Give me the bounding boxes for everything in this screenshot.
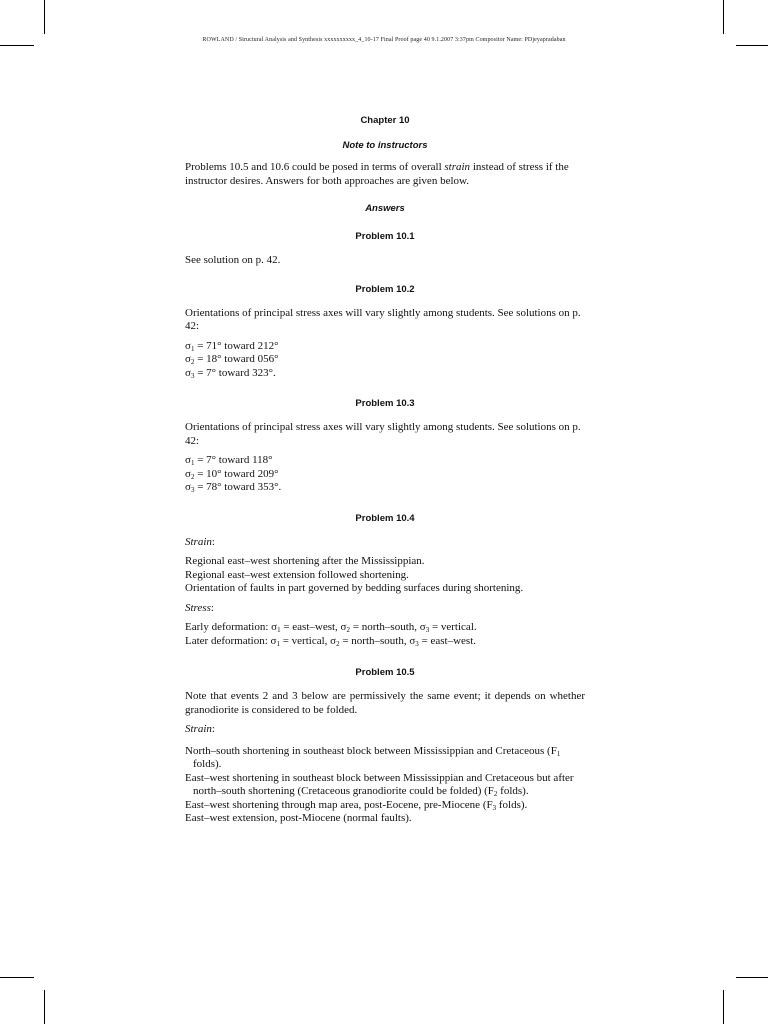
strain-item: East–west shortening in southeast block between Mississippian and Cretaceous but after north–south shortening (Cretaceous granodiorite could be folded) ($F_2$ folds). bbox=[185, 771, 574, 798]
note-paragraph: Problems 10.5 and 10.6 could be posed in terms of overall strain instead of stress if the instructor desires. Answers for both approaches are given below. bbox=[185, 161, 569, 187]
crop-mark-tr-h bbox=[736, 45, 768, 46]
strain-line: Regional east–west shortening after the Mississippian. bbox=[185, 555, 425, 567]
later-deformation-line: Later deformation: $\sigma_1$ = vertical, $\sigma_2$ = north–south, $\sigma_3$ = east–west. bbox=[185, 634, 477, 648]
answers-heading: Answers bbox=[365, 203, 405, 214]
early-deformation-line: Early deformation: $\sigma_1$ = east–west, $\sigma_2$ = north–south, $\sigma_3$ = vertical. bbox=[185, 621, 477, 634]
problem-10-3-heading: Problem 10.3 bbox=[355, 398, 415, 409]
strain-line: Orientation of faults in part governed by bedding surfaces during shortening. bbox=[185, 582, 524, 594]
problem-10-5-text: Note that events 2 and 3 below are permissively the same event; it depends on whether granodiorite is considered to be folded. bbox=[185, 690, 585, 716]
chapter-title: Chapter 10 bbox=[360, 115, 410, 126]
strain-item: East–west shortening through map area, post-Eocene, pre-Miocene ($F_3$ folds). bbox=[185, 798, 528, 812]
crop-mark-br-h bbox=[736, 977, 768, 978]
crop-mark-tl-v bbox=[44, 0, 45, 34]
problem-10-5-heading: Problem 10.5 bbox=[355, 667, 415, 678]
problem-10-3-stress-list bbox=[185, 454, 585, 495]
stress-line: $\sigma_3 = 78^\circ$ toward 353°. bbox=[185, 481, 282, 494]
stress-line: $\sigma_2 = 18^\circ$ toward 056° bbox=[185, 353, 279, 366]
crop-mark-bl-h bbox=[0, 977, 34, 978]
problem-10-5-strain-label: Strain: bbox=[185, 723, 215, 735]
problem-10-2-heading: Problem 10.2 bbox=[355, 283, 415, 295]
crop-mark-tl-h bbox=[0, 45, 34, 46]
strain-item: East–west extension, post-Miocene (normal faults). bbox=[185, 812, 412, 824]
page-content bbox=[185, 112, 585, 826]
problem-10-4-stress-label: Stress: bbox=[185, 601, 214, 614]
problem-10-5-strain-list bbox=[185, 745, 585, 826]
crop-mark-bl-v bbox=[44, 990, 45, 1024]
problem-10-3-text: Orientations of principal stress axes will vary slightly among students. See solutions on p. 42: bbox=[185, 421, 581, 447]
stress-line: $\sigma_1 = 7^\circ$ toward 118° bbox=[185, 454, 273, 467]
stress-line: $\sigma_1 = 71^\circ$ toward 212° bbox=[185, 339, 279, 353]
problem-10-4-heading: Problem 10.4 bbox=[355, 512, 415, 524]
problem-10-4-strain-label: Strain: bbox=[185, 535, 215, 548]
problem-10-1-text: See solution on p. 42. bbox=[185, 254, 281, 266]
note-heading: Note to instructors bbox=[342, 140, 428, 151]
problem-10-4-stress-list bbox=[185, 621, 585, 648]
strain-item: North–south shortening in southeast block between Mississippian and Cretaceous ($F_1$ folds). bbox=[185, 744, 561, 770]
problem-10-2-stress-list bbox=[185, 340, 585, 381]
running-head: ROWLAND / Structural Analysis and Synthesis xxxxxxxxxx_4_10-17 Final Proof page 40 9.1.2007 3:37pm Compositor Name: PDjeyapradaban bbox=[202, 37, 566, 43]
problem-10-1-heading: Problem 10.1 bbox=[355, 231, 415, 242]
stress-line: $\sigma_3 = 7^\circ$ toward 323°. bbox=[185, 366, 276, 380]
strain-line: Regional east–west extension followed shortening. bbox=[185, 568, 409, 581]
problem-10-4-strain-list bbox=[185, 555, 585, 596]
crop-mark-br-v bbox=[723, 990, 724, 1024]
strain-emphasis: strain bbox=[444, 161, 471, 173]
stress-line: $\sigma_2 = 10^\circ$ toward 209° bbox=[185, 467, 279, 481]
crop-mark-tr-v bbox=[723, 0, 724, 34]
problem-10-2-text: Orientations of principal stress axes will vary slightly among students. See solutions on p. 42: bbox=[185, 306, 581, 332]
